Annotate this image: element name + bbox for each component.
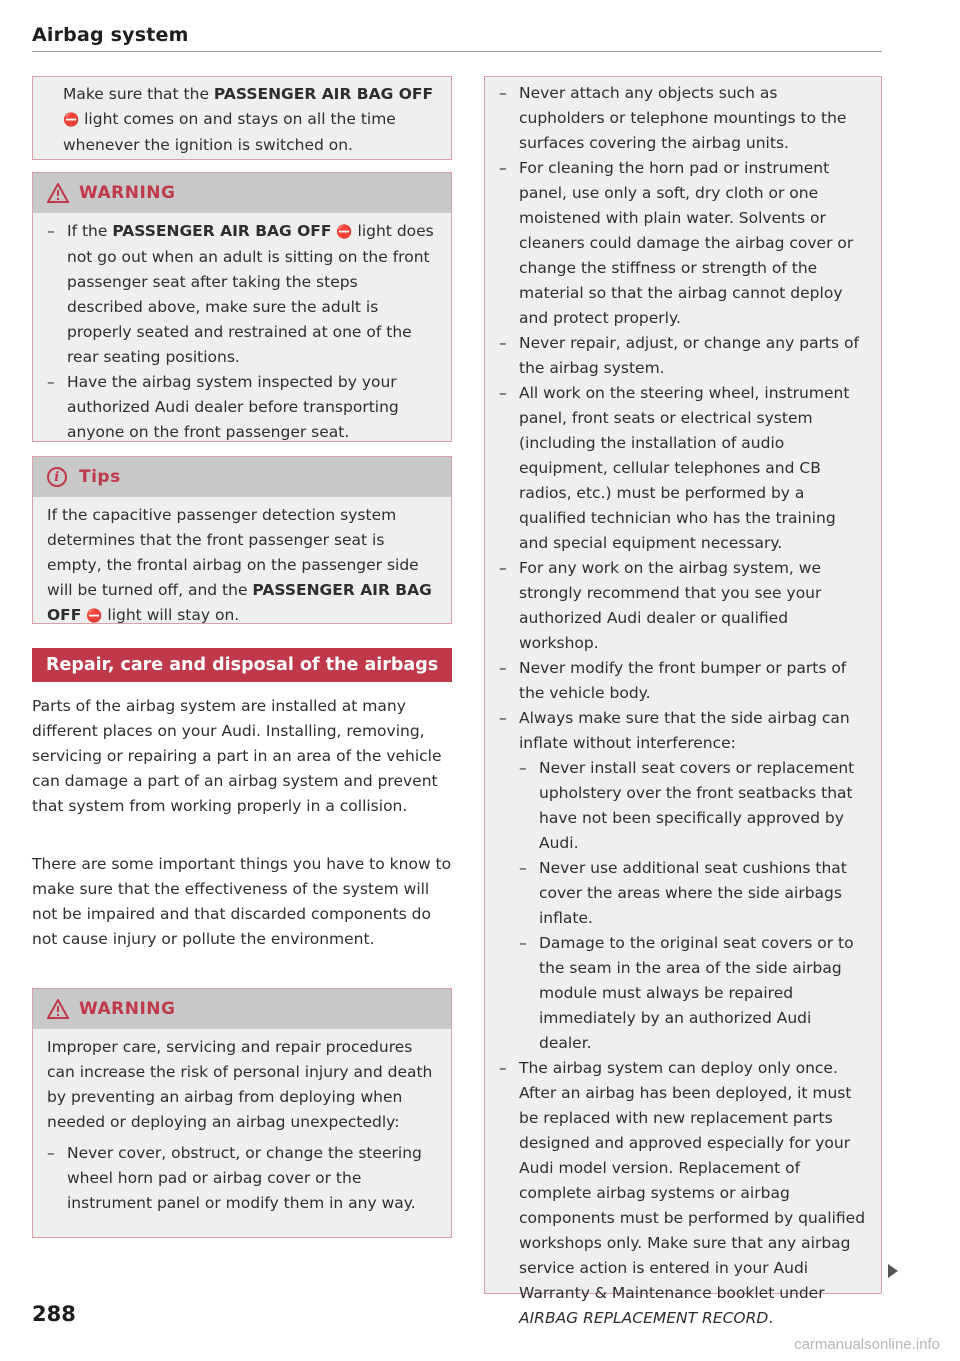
list-item: – Always make sure that the side airbag can inflate without interference: – Never install seat covers or replacement upholstery over the front seatbacks that have not been specifically approved by Audi. – Never use additional seat cushions that cover the areas where the side airbags inflate. – Damage to the original seat covers or to the seam in the area of the side airbag module must always be repaired immediately by an authorized Audi dealer. — [499, 706, 867, 1056]
tips-text-1: If the capacitive passenger detection system determines that the front passenger seat is empty, the frontal airbag on the passenger side will be turned off, and the — [47, 506, 419, 599]
side-airbag-sublist — [519, 756, 867, 1056]
list-item: – The airbag system can deploy only once. After an airbag has been deployed, it must be replaced with new replacement parts designed and approved especially for your Audi model version. Replacement of complete airbag systems or airbag components must be performed by qualified workshops only. Make sure that any airbag service action is entered in your Audi Warranty & Maintenance booklet under AIRBAG REPLACEMENT RECORD. — [499, 1056, 867, 1331]
tips-header — [33, 457, 451, 497]
warning-continuation-list — [499, 81, 867, 1331]
intro-note-box — [32, 76, 452, 160]
intro-text-2: light comes on and stays on all the time whenever the ignition is switched on. — [63, 110, 396, 154]
list-item: – Never repair, adjust, or change any parts of the airbag system. — [499, 331, 867, 381]
list-item: – For any work on the airbag system, we strongly recommend that you see your authorized Audi dealer or qualified workshop. — [499, 556, 867, 656]
watermark: carmanualsonline.info — [794, 1336, 940, 1353]
warning-header-1 — [33, 173, 451, 213]
tips-label: Tips — [79, 466, 121, 487]
warning-header-2 — [33, 989, 451, 1029]
page-header-title: Airbag system — [32, 24, 189, 46]
list-item: – Never attach any objects such as cupholders or telephone mountings to the surfaces covering the airbag units. — [499, 81, 867, 156]
passenger-airbag-off-icon: ⛔ — [63, 113, 80, 128]
list-item: – If the PASSENGER AIR BAG OFF ⛔ light does not go out when an adult is sitting on the front passenger seat after taking the steps described above, make sure the adult is properly seated and restrained at one of the rear seating positions. — [47, 219, 437, 370]
tips-box — [32, 456, 452, 624]
tips-text-2: light will stay on. — [102, 606, 240, 624]
header-divider — [32, 51, 882, 52]
passenger-airbag-off-icon: ⛔ — [336, 225, 353, 240]
list-item: – For cleaning the horn pad or instrument panel, use only a soft, dry cloth or one moistened with plain water. Solvents or cleaners could damage the airbag cover or change the stiffness or strength of the material so that the airbag cannot deploy and protect properly. — [499, 156, 867, 331]
warning-box-1 — [32, 172, 452, 442]
warning-triangle-icon — [47, 183, 69, 203]
list-item: – All work on the steering wheel, instrument panel, front seats or electrical system (including the installation of audio equipment, cellular telephones and CB radios, etc.) must be performed by a qualified technician who has the training and special equipment necessary. — [499, 381, 867, 556]
warning-2-list — [47, 1141, 437, 1216]
info-icon: i — [47, 467, 67, 487]
continue-arrow-icon — [888, 1264, 898, 1278]
list-item: – Have the airbag system inspected by your authorized Audi dealer before transporting anyone on the front passenger seat. — [47, 370, 437, 445]
passenger-airbag-off-icon: ⛔ — [86, 609, 103, 624]
list-item: – Never modify the front bumper or parts of the vehicle body. — [499, 656, 867, 706]
list-item: – Never install seat covers or replacement upholstery over the front seatbacks that have not been specifically approved by Audi. — [519, 756, 867, 856]
list-item: – Never cover, obstruct, or change the steering wheel horn pad or airbag cover or the instrument panel or modify them in any way. — [47, 1141, 437, 1216]
warning-label-1: WARNING — [79, 182, 176, 203]
list-item: – Never use additional seat cushions that cover the areas where the side airbags inflate. — [519, 856, 867, 931]
warning-label-2: WARNING — [79, 998, 176, 1019]
body-paragraph-2: There are some important things you have to know to make sure that the effectiveness of the system will not be impaired and that discarded components do not cause injury or pollute the environment. — [32, 855, 452, 948]
warning-1-list — [47, 219, 437, 445]
body-paragraph-1: Parts of the airbag system are installed at many different places on your Audi. Installing, removing, servicing or repairing a part in an area of the vehicle can damage a part of an airbag system and prevent that system from working properly in a collision. — [32, 697, 442, 815]
warning-box-2 — [32, 988, 452, 1238]
intro-bold-1: PASSENGER AIR BAG OFF — [213, 85, 434, 103]
page-number: 288 — [32, 1302, 76, 1326]
warning-triangle-icon — [47, 999, 69, 1019]
intro-text-1: Make sure that the — [63, 85, 214, 103]
warning-continuation-box — [484, 76, 882, 1327]
warning-2-intro: Improper care, servicing and repair procedures can increase the risk of personal injury and death by preventing an airbag from deploying when needed or deploying an airbag unexpectedly: — [47, 1038, 433, 1131]
list-item: – Damage to the original seat covers or to the seam in the area of the side airbag module must always be repaired immediately by an authorized Audi dealer. — [519, 931, 867, 1056]
section-heading: Repair, care and disposal of the airbags — [32, 648, 452, 682]
tips-bold-1: PASSENGER AIR BAG OFF — [47, 581, 432, 624]
